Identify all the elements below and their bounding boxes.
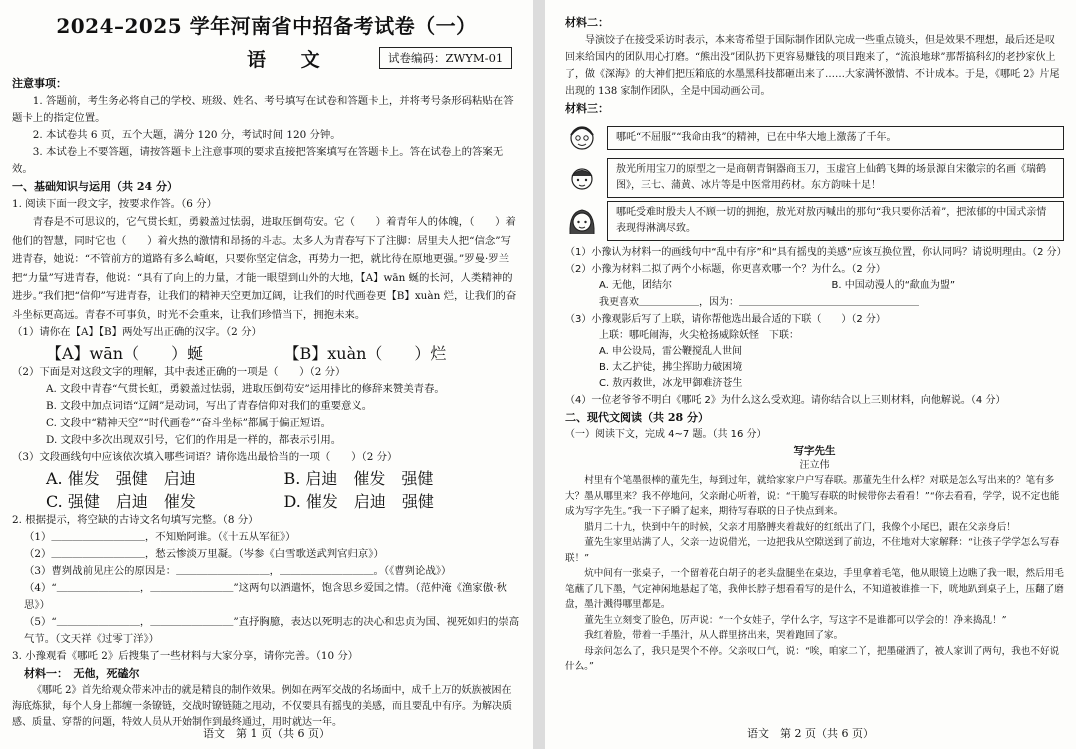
material-3-quote-1: 哪吒“不屈服”“我命由我”的精神，已在中华大地上激荡了千年。 <box>607 126 1064 150</box>
q2-4: （4）“＿＿＿＿＿＿＿＿，＿＿＿＿＿＿＿＿”这两句以酒遣怀，饱含思乡爱国之情。（范仲淹《渔家傲·秋思》） <box>24 582 507 611</box>
q1-2-option-c: C. 文段中“精神天空”“时代画卷”“奋斗坐标”都属于偏正短语。 <box>46 417 332 429</box>
story-paragraph-6: 我红着脸，带着一手墨汁，从人群里挤出来，哭着跑回了家。 <box>584 630 844 641</box>
exam-title: 2024–2025 学年河南省中招备考试卷（一） <box>56 14 477 38</box>
exam-code-box: 试卷编码：ZWYM-01 <box>379 47 512 69</box>
q3-2-option-b: B. 中国动漫人的“歃血为盟” <box>831 280 956 291</box>
question-3-1: （1）小豫认为材料一的画线句中“乱中有序”和“具有摇曳的美感”应该互换位置，你认同吗？请说明理由。（2 分） <box>565 247 1067 258</box>
q1-3-option-d: D. 催发 启迪 强健 <box>283 492 434 511</box>
q1-1-a: 【A】wān（ ）蜒 <box>46 344 204 363</box>
page-1-footer: 语文 第 1 页（共 6 页） <box>203 727 330 740</box>
grandma-portrait-icon <box>565 121 599 155</box>
story-paragraph-1: 村里有个笔墨很棒的董先生，每到过年，就给家家户户写春联。那董先生什么样？对联是怎么写出来的？笔有多大？墨从哪里来？我不停地问，父亲耐心听着，说：“干脆写春联的时候带你去看看！”“你去看看，学学，说不定也能成为写字先生。”我一下子瞬了起来，期待写春联的日子快点到来。 <box>565 475 1060 517</box>
story-author: 汪立伟 <box>799 460 830 471</box>
note-3: 3. 本试卷上不要答题，请按答题卡上注意事项的要求直接把答案填写在答题卡上。答在试卷上的答案无效。 <box>12 146 504 175</box>
question-1: 1. 阅读下面一段文字，按要求作答。（6 分） <box>12 198 217 210</box>
question-1-3: （3）文段画线句中应该依次填入哪些词语？请你选出最恰当的一项（ ）（2 分） <box>12 451 398 463</box>
question-2: 2. 根据提示，将空缺的古诗文名句填写完整。（8 分） <box>12 514 259 526</box>
q2-3: （3）曹刿战前见庄公的原因是：＿＿＿＿＿＿＿＿＿，＿＿＿＿＿＿＿＿＿。（《曹刿论战》） <box>24 565 452 577</box>
q1-1-b: 【B】xuàn（ ）烂 <box>283 344 447 363</box>
exam-page-1 <box>0 0 533 749</box>
section-2-heading: 二、现代文阅读（共 28 分） <box>565 411 709 424</box>
q3-3-option-b: B. 太乙护徒，拂尘挥助力破困境 <box>599 362 743 373</box>
material-3-row-2 <box>565 158 1064 198</box>
story-paragraph-5: 董先生立刻变了脸色，厉声说：“一个女娃子，学什么字，写这字不是谁都可以学会的！净来捣乱！” <box>584 614 1007 626</box>
exam-page-2 <box>545 0 1076 749</box>
story-paragraph-2: 腊月二十九，快到中午的时候，父亲才用胳膊夹着裁好的红纸出了门，我像个小尾巴，跟在父亲身后！ <box>584 521 1016 533</box>
material-3-quote-2: 敖光所用宝刀的原型之一是商朝青铜器商玉刀，玉虚宫上仙鹤飞舞的场景源自宋徽宗的名画《瑞鹤图》，三七、蒲黄、冰片等是中医常用药材。东方韵味十足！ <box>607 158 1064 198</box>
material-1-text: 《哪吒 2》首先给观众带来冲击的就是精良的制作效果。例如在两军交战的名场面中，成千上万的妖族被困在海底炼狱，每个人身上都缠一条镣链，交战时镣链随之甩动，不仅要具有摇曳的美感，而且要乱中有序。为解决质感、质量、穿帮的问题，特效人员从开始制作到最终通过，用时就达一年。 <box>12 685 512 728</box>
subject-title: 语 文 <box>247 49 334 71</box>
subsection-1-heading: （一）阅读下文，完成 4~7 题。（共 16 分） <box>565 429 767 440</box>
note-2: 2. 本试卷共 6 页，五个大题，满分 120 分，考试时间 120 分钟。 <box>32 129 341 141</box>
q3-3-option-a: A. 申公设局，雷公鞭搅乱人世间 <box>599 346 743 357</box>
question-1-2: （2）下面是对这段文字的理解，其中表述正确的一项是（ ）（2 分） <box>12 366 346 378</box>
q3-3-option-c: C. 敖丙救世，冰龙甲御难济苍生 <box>599 378 743 389</box>
q3-2-option-a: A. 无他，团结尔 <box>599 280 673 291</box>
q3-3-couplet: 上联：哪吒闹海，火尖枪扬威除妖怪 下联： <box>599 330 799 341</box>
girl-portrait-icon <box>565 204 599 238</box>
material-2-label: 材料二： <box>565 16 609 29</box>
material-3-row-1 <box>565 121 1064 155</box>
q2-1: （1）＿＿＿＿＿＿＿＿＿，不知贻阿谁。（《十五从军征》） <box>24 531 296 543</box>
question-3-4: （4）一位老爷爷不明白《哪吒 2》为什么这么受欢迎。请你结合以上三则材料，向他解说。（4 分） <box>565 395 1006 406</box>
notes-heading: 注意事项： <box>12 77 67 90</box>
q2-5: （5）“＿＿＿＿＿＿＿＿，＿＿＿＿＿＿＿＿”直抒胸臆，表达以死明志的决心和忠贞为国、视死如归的崇高气节。（文天祥《过零丁洋》） <box>24 616 520 645</box>
question-3-3: （3）小豫观影后写了上联，请你帮他选出最合适的下联（ ）（2 分） <box>565 314 886 325</box>
q1-3-option-c: C. 强健 启迪 催发 <box>46 492 196 511</box>
q2-2: （2）＿＿＿＿＿＿＿＿＿，愁云惨淡万里凝。（岑参《白雪歌送武判官归京》） <box>24 548 384 560</box>
story-paragraph-3: 董先生家里站满了人，父亲一边说借光，一边把我从空隙送到了前边，不住地对大家解释：“让孩子学学怎么写春联！” <box>565 537 1060 564</box>
material-2-text: 导演饺子在接受采访时表示，本来寄希望于国际制作团队完成一些重点镜头，但是效果不理想，最后还是叹回来给国内的团队用心打磨。“熊出没”团队扔下更容易赚钱的项目跑来了，“流浪地球”那帮搞科幻的老抄家伙上了，做《深海》的大神们把压箱底的水墨黑科技都砸出来了……大家满怀激情、不计成本。于是，《哪吒 2》片尾出现的 138 家制作团队，全是中国动画公司。 <box>565 35 1060 97</box>
story-paragraph-7: 母亲问怎么了，我只是哭个不停。父亲叹口气，说：“唉，咱家二丫，把墨碰洒了，被人家训了两句，我也不好说什么。” <box>565 645 1060 672</box>
q3-2-answer-line: 我更喜欢＿＿＿＿＿＿，因为：＿＿＿＿＿＿＿＿＿＿＿＿＿＿＿＿＿＿ <box>599 297 919 308</box>
passage-1: 青春是不可思议的，它气贯长虹，勇毅盖过怯弱，进取压倒苟安。它（ ）着青年人的体魄，（ ）着他们的智慧，同时它也（ ）着火热的激情和昂扬的斗志。太多人为青春写下了注脚：居里夫人把“信念”写进青春，她说：“不管前方的道路有多么崎岖，只要你坚定信念，再势力一把，就比待在原地更强。”罗曼·罗兰把“力量”写进青春，他说：“具有了向上的力量，才能一眼望到山外的大地，【A】wān 蜒的长河，人类精神的进步。”我们把“信仰”写进青春，让我们的精神天空更加辽阔，让我们的时代画卷更【B】xuàn 烂，让我们的奋斗坐标更高远。青春不可事负，时光不会重来，让我们珍惜当下，拥抱未来。 <box>12 216 517 321</box>
q1-2-option-d: D. 文段中多次出现双引号，它们的作用是一样的，都表示引用。 <box>46 434 342 446</box>
q1-3-option-a: A. 催发 强健 启迪 <box>46 469 196 488</box>
page-2-footer: 语文 第 2 页（共 6 页） <box>747 727 874 740</box>
question-3-2: （2）小豫为材料二拟了两个小标题，你更喜欢哪一个？为什么。（2 分） <box>565 264 886 275</box>
material-3-quote-3: 哪吒受难时殷夫人不顾一切的拥抱，敖光对敖丙喊出的那句“我只要你活着”，把浓郁的中国式亲情表现得淋漓尽致。 <box>607 201 1064 241</box>
story-title: 写字先生 <box>793 445 836 457</box>
q1-3-option-b: B. 启迪 催发 强健 <box>283 469 434 488</box>
question-1-1: （1）请你在【A】【B】两处写出正确的汉字。（2 分） <box>12 326 262 338</box>
q1-2-option-b: B. 文段中加点词语“辽阔”是动词，写出了青春信仰对我们的重要意义。 <box>46 400 373 412</box>
story-paragraph-4: 炕中间有一张桌子，一个留着花白胡子的老头盘腿坐在桌边，手里拿着毛笔，他从眼镜上边瞧了我一眼，然后用毛笔蘸了几下墨，气定神闲地悬起了笔，我伸长脖子想看看写的是什么，不知道被谁推一下，咣地趴到桌子上，压翻了磨盘，墨汁溅得哪里都是。 <box>565 568 1064 610</box>
q1-2-option-a: A. 文段中青春“气贯长虹，勇毅盖过怯弱，进取压倒苟安”运用排比的修辞来赞美青春。 <box>46 383 445 395</box>
question-3: 3. 小豫观看《哪吒 2》后搜集了一些材料与大家分享，请你完善。（10 分） <box>12 650 359 662</box>
material-3-row-3 <box>565 201 1064 241</box>
note-1: 1. 答题前，考生务必将自己的学校、班级、姓名、考号填写在试卷和答题卡上，并将考号条形码粘贴在答题卡上的指定位置。 <box>12 95 514 124</box>
material-3-label: 材料三： <box>565 102 609 115</box>
material-1-label: 材料一： 无他，死磕尔 <box>24 667 140 680</box>
boy-portrait-icon <box>565 161 599 195</box>
section-1-heading: 一、基础知识与运用（共 24 分） <box>12 180 178 193</box>
